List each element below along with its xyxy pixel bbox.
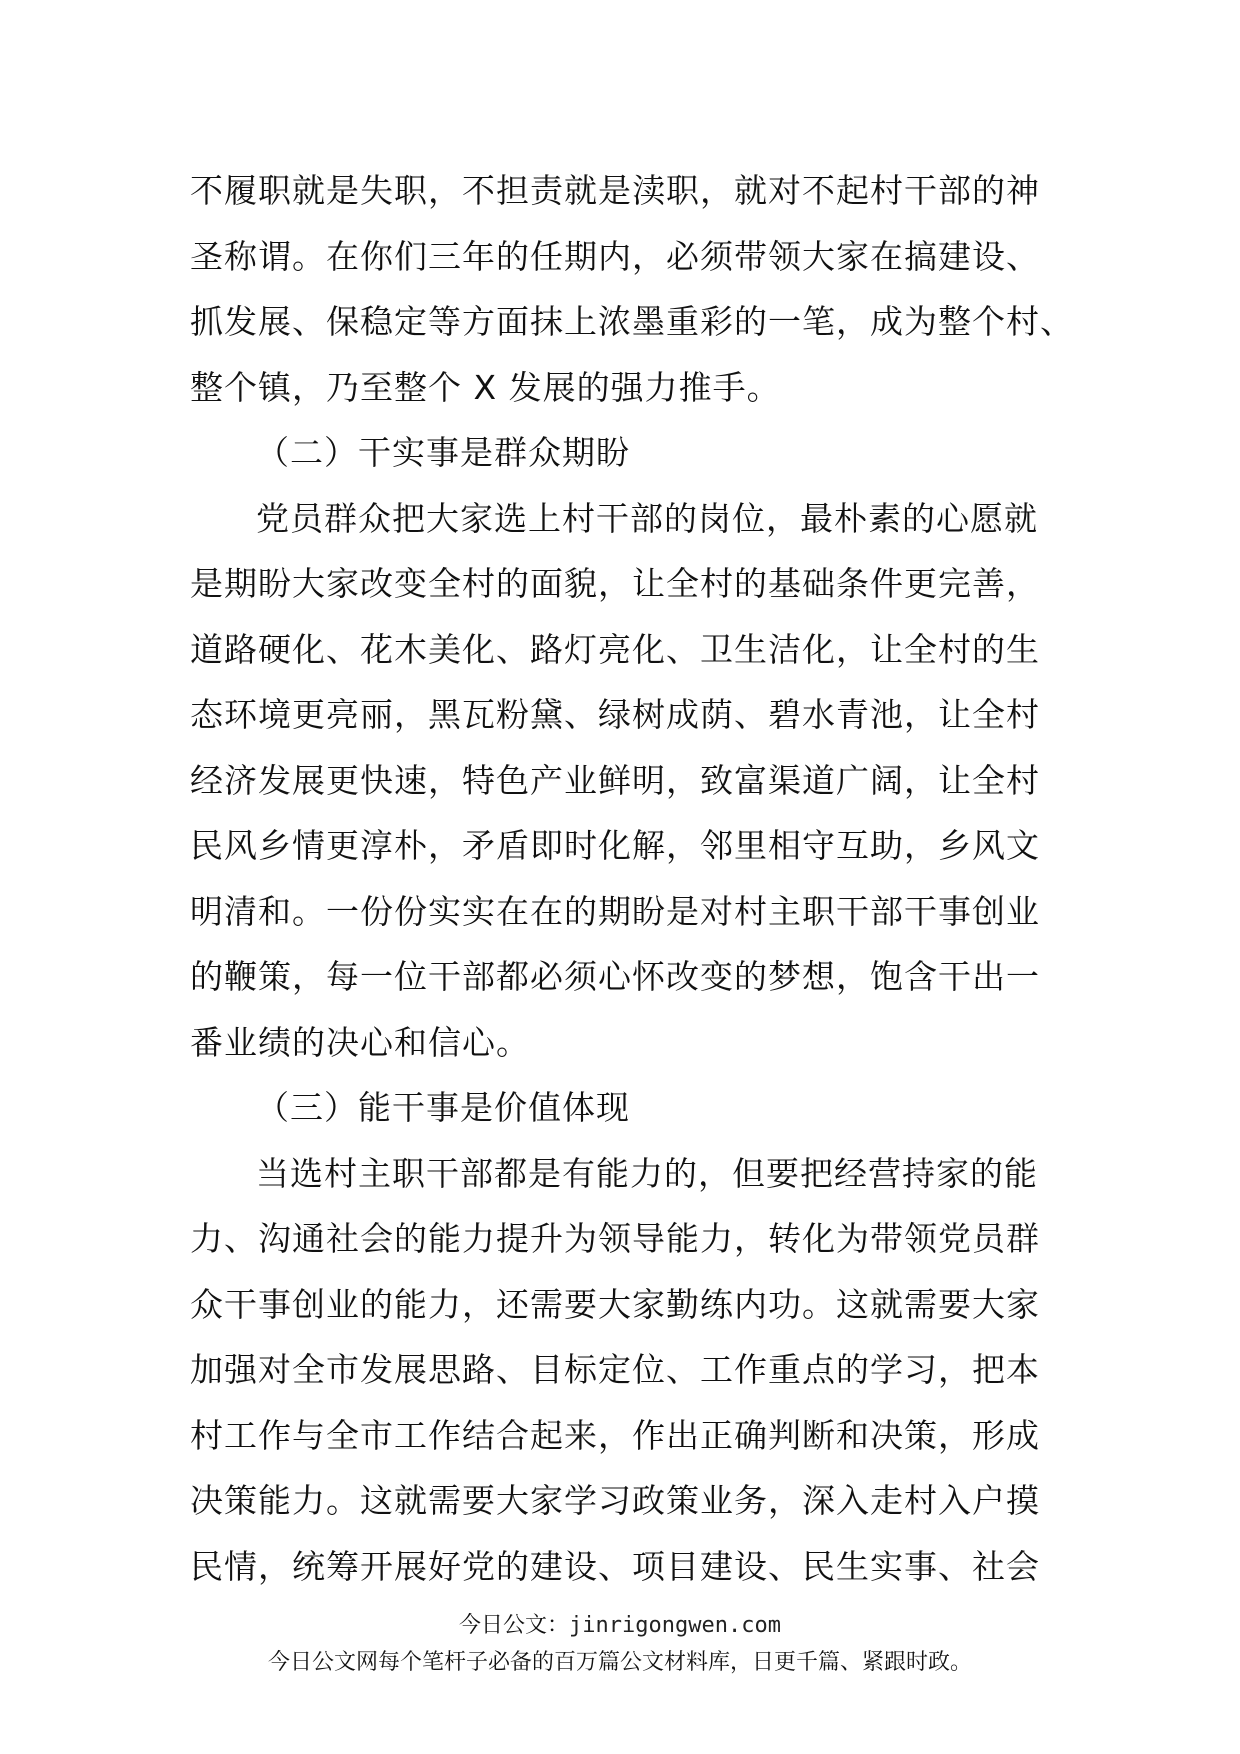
- text-line: 番业绩的决心和信心。: [190, 1022, 530, 1062]
- footer-source-label: 今日公文：: [459, 1613, 570, 1638]
- text-line: 不履职就是失职，不担责就是渎职，就对不起村干部的神: [190, 171, 1040, 210]
- text-line: 抓发展、保稳定等方面抹上浓墨重彩的一笔，成为整个村、: [190, 302, 1074, 341]
- text-line: 明清和。一份份实实在在的期盼是对村主职干部干事创业: [190, 891, 1040, 931]
- paragraph-start: 党员群众把大家选上村干部的岗位，最朴素的心愿就: [256, 498, 1038, 538]
- text-line: 众干事创业的能力，还需要大家勤练内功。这就需要大家: [190, 1284, 1040, 1324]
- text-line: 力、沟通社会的能力提升为领导能力，转化为带领党员群: [190, 1219, 1040, 1258]
- text-line: 整个镇，乃至整个 X 发展的强力推手。: [190, 367, 781, 407]
- paragraph-start: 当选村主职干部都是有能力的，但要把经营持家的能: [256, 1153, 1038, 1193]
- document-body: [190, 158, 1074, 1599]
- footer-source-link[interactable]: jinrigongwen.com: [569, 1613, 781, 1638]
- text-line: 经济发展更快速，特色产业鲜明，致富渠道广阔，让全村: [190, 760, 1040, 800]
- text-line: 的鞭策，每一位干部都必须心怀改变的梦想，饱含干出一: [190, 957, 1040, 996]
- text-line: 圣称谓。在你们三年的任期内，必须带领大家在搞建设、: [190, 236, 1040, 276]
- text-line: 决策能力。这就需要大家学习政策业务，深入走村入户摸: [190, 1481, 1040, 1520]
- text-line: 民情，统筹开展好党的建设、项目建设、民生实事、社会: [190, 1546, 1040, 1586]
- text-line: 加强对全市发展思路、目标定位、工作重点的学习，把本: [190, 1350, 1040, 1389]
- text-line: 村工作与全市工作结合起来，作出正确判断和决策，形成: [190, 1415, 1040, 1455]
- text-line: 态环境更亮丽，黑瓦粉黛、绿树成荫、碧水青池，让全村: [190, 695, 1040, 734]
- text-line: 民风乡情更淳朴，矛盾即时化解，邻里相守互助，乡风文: [190, 826, 1040, 865]
- section-heading-2: （二）干实事是群众期盼: [256, 433, 630, 472]
- section-heading-3: （三）能干事是价值体现: [256, 1088, 630, 1127]
- footer-slogan: 今日公文网每个笔杆子必备的百万篇公文材料库，日更千篇、紧跟时政。: [267, 1650, 972, 1675]
- footer-source: [0, 1611, 1240, 1641]
- text-line: 道路硬化、花木美化、路灯亮化、卫生洁化，让全村的生: [190, 629, 1040, 669]
- text-line: 是期盼大家改变全村的面貌，让全村的基础条件更完善，: [190, 564, 1040, 603]
